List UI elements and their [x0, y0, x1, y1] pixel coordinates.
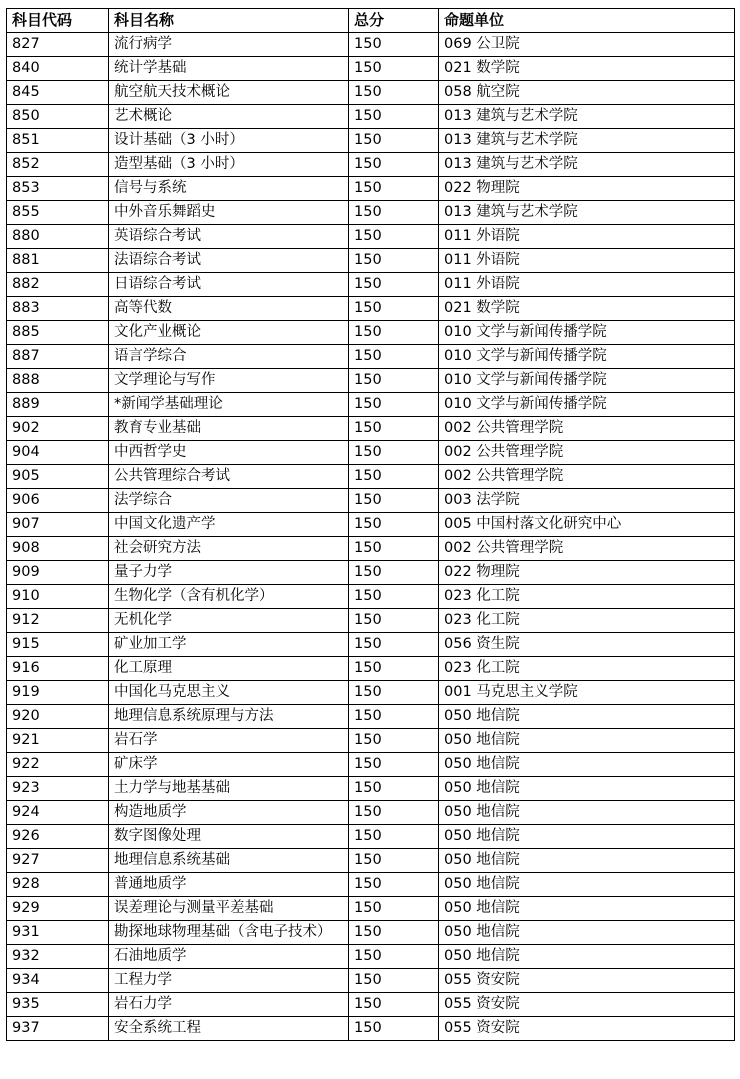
table-row — [7, 633, 735, 657]
table-row — [7, 177, 735, 201]
cell-proposing-unit: 013 建筑与艺术学院 — [439, 129, 735, 153]
cell-proposing-unit: 050 地信院 — [439, 849, 735, 873]
cell-proposing-unit: 050 地信院 — [439, 873, 735, 897]
table-row — [7, 465, 735, 489]
cell-subject-code: 920 — [7, 705, 109, 729]
table-row — [7, 729, 735, 753]
cell-total-score: 150 — [349, 57, 439, 81]
table-row — [7, 657, 735, 681]
table-row — [7, 153, 735, 177]
cell-subject-name: 矿床学 — [109, 753, 349, 777]
cell-subject-name: 教育专业基础 — [109, 417, 349, 441]
cell-proposing-unit: 013 建筑与艺术学院 — [439, 105, 735, 129]
table-row — [7, 369, 735, 393]
cell-total-score: 150 — [349, 225, 439, 249]
table-row — [7, 825, 735, 849]
cell-proposing-unit: 050 地信院 — [439, 753, 735, 777]
cell-total-score: 150 — [349, 825, 439, 849]
table-row — [7, 273, 735, 297]
cell-proposing-unit: 002 公共管理学院 — [439, 465, 735, 489]
cell-subject-name: 误差理论与测量平差基础 — [109, 897, 349, 921]
cell-subject-code: 916 — [7, 657, 109, 681]
cell-subject-code: 926 — [7, 825, 109, 849]
cell-subject-code: 928 — [7, 873, 109, 897]
cell-total-score: 150 — [349, 177, 439, 201]
cell-subject-name: 流行病学 — [109, 33, 349, 57]
table-row — [7, 969, 735, 993]
table-row — [7, 489, 735, 513]
cell-proposing-unit: 013 建筑与艺术学院 — [439, 153, 735, 177]
cell-total-score: 150 — [349, 153, 439, 177]
table-row — [7, 897, 735, 921]
cell-total-score: 150 — [349, 657, 439, 681]
cell-total-score: 150 — [349, 777, 439, 801]
cell-total-score: 150 — [349, 33, 439, 57]
cell-subject-code: 904 — [7, 441, 109, 465]
table-row — [7, 33, 735, 57]
cell-subject-name: 石油地质学 — [109, 945, 349, 969]
cell-subject-name: 信号与系统 — [109, 177, 349, 201]
cell-total-score: 150 — [349, 513, 439, 537]
table-header-row — [7, 9, 735, 33]
table-row — [7, 297, 735, 321]
cell-proposing-unit: 001 马克思主义学院 — [439, 681, 735, 705]
cell-proposing-unit: 050 地信院 — [439, 921, 735, 945]
table-row — [7, 849, 735, 873]
cell-subject-name: 中外音乐舞蹈史 — [109, 201, 349, 225]
cell-proposing-unit: 050 地信院 — [439, 777, 735, 801]
cell-subject-code: 885 — [7, 321, 109, 345]
table-row — [7, 945, 735, 969]
table-row — [7, 921, 735, 945]
cell-proposing-unit: 003 法学院 — [439, 489, 735, 513]
cell-subject-code: 922 — [7, 753, 109, 777]
table-row — [7, 753, 735, 777]
cell-total-score: 150 — [349, 489, 439, 513]
cell-subject-code: 881 — [7, 249, 109, 273]
table-row — [7, 129, 735, 153]
cell-total-score: 150 — [349, 921, 439, 945]
cell-subject-code: 932 — [7, 945, 109, 969]
cell-proposing-unit: 056 资生院 — [439, 633, 735, 657]
cell-proposing-unit: 055 资安院 — [439, 969, 735, 993]
cell-subject-name: 航空航天技术概论 — [109, 81, 349, 105]
cell-total-score: 150 — [349, 945, 439, 969]
cell-proposing-unit: 050 地信院 — [439, 729, 735, 753]
table-row — [7, 201, 735, 225]
cell-total-score: 150 — [349, 897, 439, 921]
cell-subject-code: 915 — [7, 633, 109, 657]
table-row — [7, 609, 735, 633]
cell-proposing-unit: 010 文学与新闻传播学院 — [439, 321, 735, 345]
cell-subject-code: 908 — [7, 537, 109, 561]
cell-subject-code: 931 — [7, 921, 109, 945]
cell-subject-code: 907 — [7, 513, 109, 537]
cell-subject-code: 840 — [7, 57, 109, 81]
table-row — [7, 1017, 735, 1041]
cell-proposing-unit: 010 文学与新闻传播学院 — [439, 369, 735, 393]
cell-subject-code: 852 — [7, 153, 109, 177]
cell-subject-name: 语言学综合 — [109, 345, 349, 369]
cell-total-score: 150 — [349, 417, 439, 441]
cell-subject-code: 929 — [7, 897, 109, 921]
cell-total-score: 150 — [349, 441, 439, 465]
cell-total-score: 150 — [349, 393, 439, 417]
cell-proposing-unit: 055 资安院 — [439, 993, 735, 1017]
cell-proposing-unit: 011 外语院 — [439, 225, 735, 249]
cell-total-score: 150 — [349, 849, 439, 873]
table-row — [7, 801, 735, 825]
cell-subject-code: 889 — [7, 393, 109, 417]
cell-subject-name: 安全系统工程 — [109, 1017, 349, 1041]
table-row — [7, 393, 735, 417]
table-row — [7, 441, 735, 465]
cell-total-score: 150 — [349, 681, 439, 705]
cell-proposing-unit: 055 资安院 — [439, 1017, 735, 1041]
cell-subject-name: 公共管理综合考试 — [109, 465, 349, 489]
table-row — [7, 561, 735, 585]
cell-subject-name: 日语综合考试 — [109, 273, 349, 297]
cell-subject-name: 设计基础（3 小时） — [109, 129, 349, 153]
table-row — [7, 585, 735, 609]
cell-subject-name: *新闻学基础理论 — [109, 393, 349, 417]
cell-subject-name: 中国文化遗产学 — [109, 513, 349, 537]
cell-subject-code: 882 — [7, 273, 109, 297]
cell-proposing-unit: 050 地信院 — [439, 945, 735, 969]
table-row — [7, 873, 735, 897]
cell-total-score: 150 — [349, 105, 439, 129]
table-row — [7, 345, 735, 369]
cell-subject-name: 艺术概论 — [109, 105, 349, 129]
cell-subject-name: 法语综合考试 — [109, 249, 349, 273]
cell-proposing-unit: 002 公共管理学院 — [439, 441, 735, 465]
cell-subject-code: 935 — [7, 993, 109, 1017]
cell-subject-code: 827 — [7, 33, 109, 57]
cell-subject-name: 英语综合考试 — [109, 225, 349, 249]
cell-subject-name: 文化产业概论 — [109, 321, 349, 345]
cell-total-score: 150 — [349, 345, 439, 369]
cell-subject-name: 造型基础（3 小时） — [109, 153, 349, 177]
cell-proposing-unit: 058 航空院 — [439, 81, 735, 105]
cell-subject-code: 919 — [7, 681, 109, 705]
table-row — [7, 105, 735, 129]
cell-proposing-unit: 002 公共管理学院 — [439, 417, 735, 441]
cell-subject-name: 地理信息系统原理与方法 — [109, 705, 349, 729]
cell-subject-name: 矿业加工学 — [109, 633, 349, 657]
table-row — [7, 249, 735, 273]
cell-subject-code: 905 — [7, 465, 109, 489]
table-row — [7, 81, 735, 105]
cell-subject-name: 社会研究方法 — [109, 537, 349, 561]
table-row — [7, 417, 735, 441]
table-row — [7, 681, 735, 705]
cell-total-score: 150 — [349, 81, 439, 105]
column-header-score: 总分 — [349, 9, 439, 33]
cell-subject-code: 927 — [7, 849, 109, 873]
cell-total-score: 150 — [349, 801, 439, 825]
cell-proposing-unit: 005 中国村落文化研究中心 — [439, 513, 735, 537]
cell-proposing-unit: 050 地信院 — [439, 825, 735, 849]
cell-subject-name: 文学理论与写作 — [109, 369, 349, 393]
cell-subject-name: 勘探地球物理基础（含电子技术） — [109, 921, 349, 945]
cell-subject-code: 902 — [7, 417, 109, 441]
cell-total-score: 150 — [349, 753, 439, 777]
cell-subject-code: 912 — [7, 609, 109, 633]
cell-total-score: 150 — [349, 1017, 439, 1041]
cell-subject-name: 中西哲学史 — [109, 441, 349, 465]
cell-total-score: 150 — [349, 993, 439, 1017]
cell-subject-name: 无机化学 — [109, 609, 349, 633]
cell-subject-name: 高等代数 — [109, 297, 349, 321]
cell-proposing-unit: 011 外语院 — [439, 249, 735, 273]
cell-total-score: 150 — [349, 537, 439, 561]
cell-proposing-unit: 023 化工院 — [439, 657, 735, 681]
cell-subject-code: 937 — [7, 1017, 109, 1041]
cell-subject-name: 中国化马克思主义 — [109, 681, 349, 705]
cell-subject-code: 906 — [7, 489, 109, 513]
cell-total-score: 150 — [349, 129, 439, 153]
cell-subject-name: 土力学与地基基础 — [109, 777, 349, 801]
cell-total-score: 150 — [349, 633, 439, 657]
cell-total-score: 150 — [349, 609, 439, 633]
column-header-name: 科目名称 — [109, 9, 349, 33]
table-row — [7, 705, 735, 729]
cell-subject-name: 工程力学 — [109, 969, 349, 993]
cell-total-score: 150 — [349, 297, 439, 321]
cell-subject-name: 法学综合 — [109, 489, 349, 513]
table-header — [7, 9, 735, 33]
cell-subject-code: 855 — [7, 201, 109, 225]
cell-proposing-unit: 023 化工院 — [439, 609, 735, 633]
cell-subject-name: 普通地质学 — [109, 873, 349, 897]
cell-subject-code: 883 — [7, 297, 109, 321]
table-row — [7, 57, 735, 81]
cell-subject-code: 909 — [7, 561, 109, 585]
cell-proposing-unit: 069 公卫院 — [439, 33, 735, 57]
cell-total-score: 150 — [349, 873, 439, 897]
cell-proposing-unit: 023 化工院 — [439, 585, 735, 609]
cell-total-score: 150 — [349, 729, 439, 753]
cell-subject-code: 924 — [7, 801, 109, 825]
cell-total-score: 150 — [349, 201, 439, 225]
cell-proposing-unit: 050 地信院 — [439, 897, 735, 921]
cell-subject-name: 地理信息系统基础 — [109, 849, 349, 873]
cell-total-score: 150 — [349, 321, 439, 345]
cell-subject-name: 岩石力学 — [109, 993, 349, 1017]
table-body — [7, 33, 735, 1041]
cell-subject-code: 923 — [7, 777, 109, 801]
cell-proposing-unit: 010 文学与新闻传播学院 — [439, 345, 735, 369]
cell-subject-name: 数字图像处理 — [109, 825, 349, 849]
column-header-code: 科目代码 — [7, 9, 109, 33]
table-row — [7, 777, 735, 801]
table-row — [7, 225, 735, 249]
cell-subject-code: 910 — [7, 585, 109, 609]
cell-proposing-unit: 021 数学院 — [439, 57, 735, 81]
cell-proposing-unit: 021 数学院 — [439, 297, 735, 321]
cell-total-score: 150 — [349, 585, 439, 609]
cell-subject-name: 岩石学 — [109, 729, 349, 753]
cell-total-score: 150 — [349, 969, 439, 993]
cell-subject-name: 化工原理 — [109, 657, 349, 681]
cell-proposing-unit: 050 地信院 — [439, 705, 735, 729]
subject-exam-table — [6, 8, 735, 1041]
table-row — [7, 321, 735, 345]
cell-total-score: 150 — [349, 561, 439, 585]
cell-subject-code: 851 — [7, 129, 109, 153]
cell-proposing-unit: 002 公共管理学院 — [439, 537, 735, 561]
cell-total-score: 150 — [349, 465, 439, 489]
cell-total-score: 150 — [349, 249, 439, 273]
cell-proposing-unit: 050 地信院 — [439, 801, 735, 825]
column-header-unit: 命题单位 — [439, 9, 735, 33]
cell-subject-code: 853 — [7, 177, 109, 201]
cell-subject-code: 888 — [7, 369, 109, 393]
cell-total-score: 150 — [349, 705, 439, 729]
cell-total-score: 150 — [349, 369, 439, 393]
cell-subject-name: 生物化学（含有机化学） — [109, 585, 349, 609]
cell-total-score: 150 — [349, 273, 439, 297]
cell-subject-name: 统计学基础 — [109, 57, 349, 81]
cell-subject-code: 921 — [7, 729, 109, 753]
cell-subject-code: 850 — [7, 105, 109, 129]
cell-proposing-unit: 011 外语院 — [439, 273, 735, 297]
cell-subject-code: 880 — [7, 225, 109, 249]
cell-subject-code: 887 — [7, 345, 109, 369]
cell-proposing-unit: 010 文学与新闻传播学院 — [439, 393, 735, 417]
cell-subject-name: 量子力学 — [109, 561, 349, 585]
table-row — [7, 537, 735, 561]
cell-proposing-unit: 013 建筑与艺术学院 — [439, 201, 735, 225]
cell-subject-code: 845 — [7, 81, 109, 105]
cell-subject-code: 934 — [7, 969, 109, 993]
cell-proposing-unit: 022 物理院 — [439, 177, 735, 201]
table-row — [7, 993, 735, 1017]
table-row — [7, 513, 735, 537]
cell-proposing-unit: 022 物理院 — [439, 561, 735, 585]
cell-subject-name: 构造地质学 — [109, 801, 349, 825]
